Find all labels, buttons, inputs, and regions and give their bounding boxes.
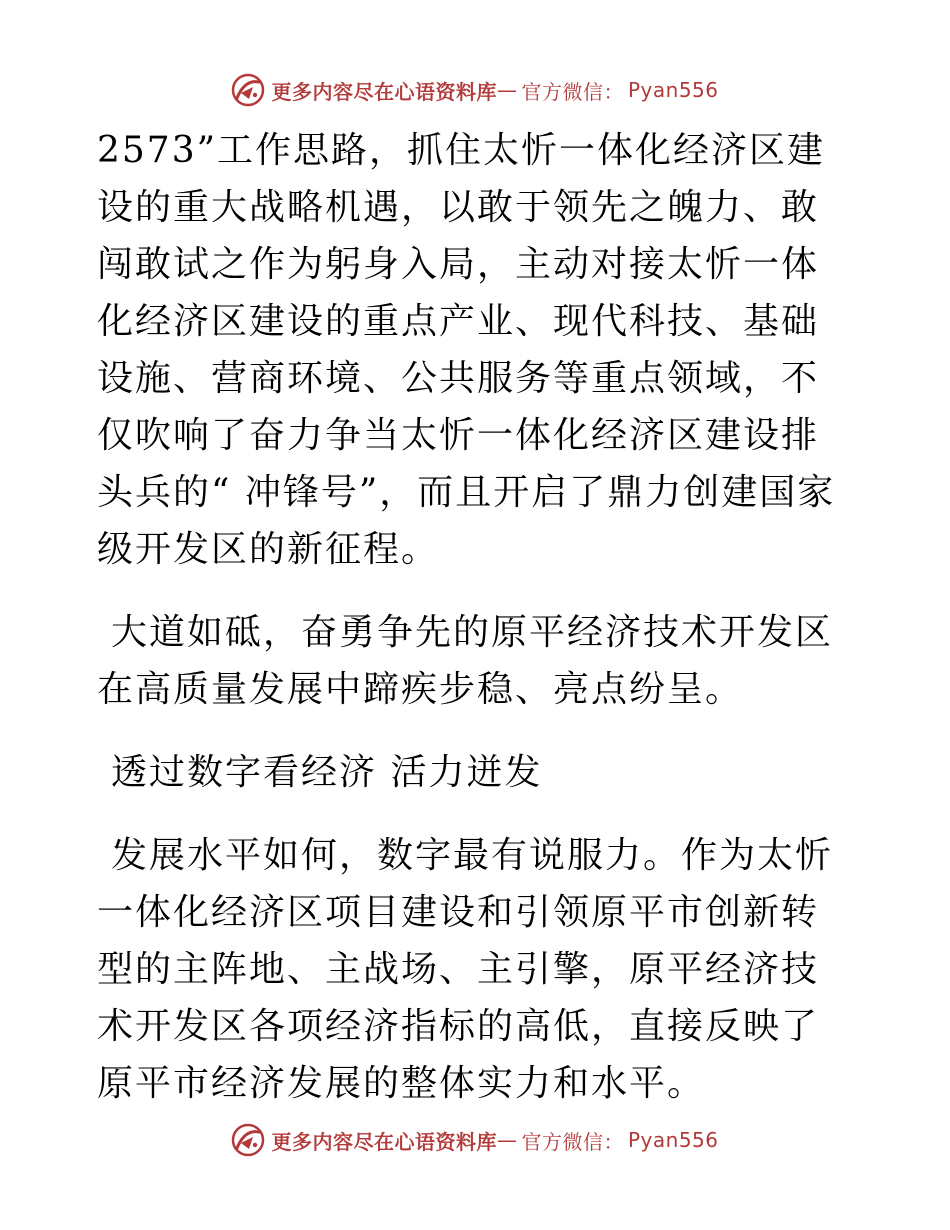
header-contact-label: 官方微信： <box>521 79 624 104</box>
footer-contact-handle: Pyan556 <box>627 1128 719 1152</box>
paragraph-1: 2573”工作思路，抓住太忻一体化经济区建设的重大战略机遇，以敢于领先之魄力、敢闯敢试之作为躬身入局，主动对接太忻一体化经济区建设的重点产业、现代科技、基础设施、营商环境、公共服务等重点领域，不仅吹响了奋力争当太忻一体化经济区建设排头兵的“ 冲锋号”，而且开启了鼎力创建国家级开发区的新征程。 <box>97 130 836 570</box>
footer-separator: — <box>496 1128 518 1152</box>
brand-logo-icon <box>231 1123 265 1157</box>
footer-site-name: 更多内容尽在心语资料库 <box>271 1129 497 1154</box>
brand-logo-icon <box>231 73 265 107</box>
footer-contact-label: 官方微信： <box>521 1129 624 1154</box>
page-header <box>0 72 950 108</box>
page-footer <box>0 1122 950 1158</box>
document-body <box>97 122 853 1112</box>
paragraph-2: 大道如砥，奋勇争先的原平经济技术开发区在高质量发展中蹄疾步稳、亮点纷呈。 <box>97 612 834 710</box>
header-contact-handle: Pyan556 <box>627 78 719 102</box>
paragraph-3: 发展水平如何，数字最有说服力。作为太忻一体化经济区项目建设和引领原平市创新转型的主阵地、主战场、主引擎，原平经济技术开发区各项经济指标的高低，直接反映了原平市经济发展的整体实力和水平。 <box>97 835 834 1104</box>
header-site-name: 更多内容尽在心语资料库 <box>271 79 497 104</box>
section-heading: 透过数字看经济 活力迸发 <box>111 752 543 793</box>
header-separator: — <box>496 78 518 102</box>
